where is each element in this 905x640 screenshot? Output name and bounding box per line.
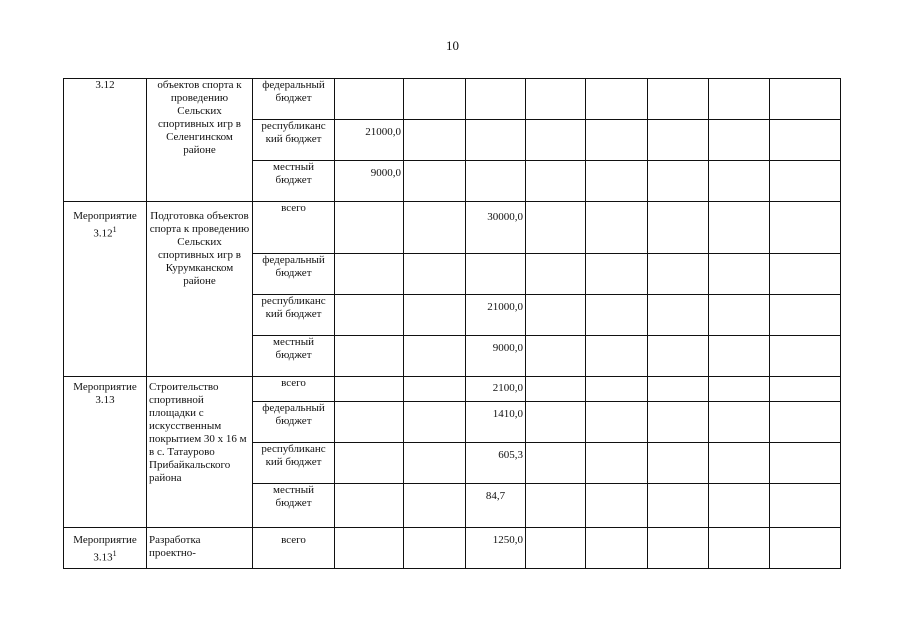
- empty-cell: [404, 484, 466, 528]
- empty-cell: [770, 484, 841, 528]
- source-label: федеральный бюджет: [262, 402, 325, 427]
- empty-cell: [770, 120, 841, 161]
- source-label: всего: [281, 534, 306, 546]
- source-cell: [253, 254, 335, 295]
- activity-name: Строительство спортивной площадки с искусственным покрытием 30 х 16 м в с. Татаурово Прибайкальского района: [149, 381, 247, 484]
- value: 30000,0: [487, 211, 523, 223]
- source-label: местный бюджет: [273, 161, 314, 186]
- value: 21000,0: [365, 126, 401, 138]
- empty-cell: [586, 402, 648, 443]
- empty-cell: [526, 443, 586, 484]
- empty-cell: [709, 254, 770, 295]
- empty-cell: [526, 377, 586, 402]
- empty-cell: [586, 377, 648, 402]
- empty-cell: [526, 402, 586, 443]
- empty-cell: [466, 79, 526, 120]
- empty-cell: [404, 79, 466, 120]
- empty-cell: [335, 377, 404, 402]
- value: 2100,0: [492, 382, 523, 394]
- empty-cell: [770, 161, 841, 202]
- empty-cell: [709, 443, 770, 484]
- empty-cell: [586, 484, 648, 528]
- activity-code-cell: [64, 79, 147, 202]
- source-cell: [253, 202, 335, 254]
- source-label: республиканс кий бюджет: [261, 295, 326, 320]
- empty-cell: [586, 254, 648, 295]
- empty-cell: [586, 161, 648, 202]
- source-cell: [253, 443, 335, 484]
- empty-cell: [709, 79, 770, 120]
- value-cell: [466, 202, 526, 254]
- empty-cell: [404, 295, 466, 336]
- activity-code-superscript: 1: [112, 549, 117, 558]
- empty-cell: [526, 79, 586, 120]
- empty-cell: [526, 254, 586, 295]
- budget-table: [63, 78, 841, 569]
- empty-cell: [404, 202, 466, 254]
- empty-cell: [648, 254, 709, 295]
- table-row: [64, 377, 841, 402]
- source-label: местный бюджет: [273, 484, 314, 509]
- activity-name-cell: [147, 202, 253, 377]
- empty-cell: [335, 79, 404, 120]
- empty-cell: [335, 528, 404, 569]
- activity-code: Мероприятие 3.13: [73, 534, 137, 564]
- empty-cell: [648, 120, 709, 161]
- empty-cell: [404, 443, 466, 484]
- value-cell: [466, 336, 526, 377]
- empty-cell: [770, 202, 841, 254]
- activity-code: Мероприятие 3.13: [73, 381, 137, 406]
- empty-cell: [586, 443, 648, 484]
- empty-cell: [526, 295, 586, 336]
- value: 1410,0: [492, 408, 523, 420]
- empty-cell: [709, 377, 770, 402]
- activity-name-cell: [147, 79, 253, 202]
- empty-cell: [335, 254, 404, 295]
- page-number: 10: [446, 38, 459, 53]
- empty-cell: [648, 443, 709, 484]
- empty-cell: [586, 120, 648, 161]
- activity-name: Подготовка объектов спорта к проведению Сельских спортивных игр в Курумканском районе: [149, 210, 250, 287]
- empty-cell: [404, 336, 466, 377]
- empty-cell: [709, 484, 770, 528]
- activity-code-cell: [64, 202, 147, 377]
- empty-cell: [648, 528, 709, 569]
- table-row: [64, 79, 841, 120]
- source-label: республиканс кий бюджет: [261, 120, 326, 145]
- activity-name: объектов спорта к проведению Сельских спортивных игр в Селенгинском районе: [157, 79, 242, 156]
- empty-cell: [404, 402, 466, 443]
- empty-cell: [648, 336, 709, 377]
- activity-code: Мероприятие 3.12: [73, 210, 137, 240]
- empty-cell: [770, 528, 841, 569]
- value-cell: [466, 443, 526, 484]
- empty-cell: [526, 484, 586, 528]
- source-cell: [253, 120, 335, 161]
- source-cell: [253, 377, 335, 402]
- source-cell: [253, 295, 335, 336]
- source-label: местный бюджет: [273, 336, 314, 361]
- source-cell: [253, 161, 335, 202]
- empty-cell: [709, 120, 770, 161]
- source-label: федеральный бюджет: [262, 254, 325, 279]
- empty-cell: [586, 336, 648, 377]
- empty-cell: [770, 377, 841, 402]
- empty-cell: [586, 295, 648, 336]
- activity-name: Разработка проектно-: [149, 534, 201, 559]
- empty-cell: [466, 254, 526, 295]
- value-cell: [466, 402, 526, 443]
- empty-cell: [586, 79, 648, 120]
- value: 605,3: [498, 449, 523, 461]
- empty-cell: [335, 336, 404, 377]
- value: 84,7: [485, 490, 506, 502]
- value: 9000,0: [370, 167, 401, 179]
- empty-cell: [648, 202, 709, 254]
- empty-cell: [335, 295, 404, 336]
- source-cell: [253, 336, 335, 377]
- activity-name-cell: [147, 528, 253, 569]
- source-cell: [253, 402, 335, 443]
- value: 9000,0: [492, 342, 523, 354]
- empty-cell: [526, 120, 586, 161]
- empty-cell: [404, 377, 466, 402]
- empty-cell: [404, 161, 466, 202]
- empty-cell: [709, 295, 770, 336]
- empty-cell: [404, 120, 466, 161]
- table-row: [64, 202, 841, 254]
- value-cell: [335, 161, 404, 202]
- empty-cell: [335, 484, 404, 528]
- empty-cell: [709, 202, 770, 254]
- source-label: республиканс кий бюджет: [261, 443, 326, 468]
- empty-cell: [770, 254, 841, 295]
- empty-cell: [648, 377, 709, 402]
- source-cell: [253, 79, 335, 120]
- empty-cell: [404, 254, 466, 295]
- empty-cell: [586, 202, 648, 254]
- empty-cell: [648, 79, 709, 120]
- value-cell: [466, 528, 526, 569]
- empty-cell: [466, 120, 526, 161]
- empty-cell: [709, 402, 770, 443]
- empty-cell: [648, 402, 709, 443]
- empty-cell: [648, 484, 709, 528]
- source-label: всего: [281, 202, 306, 214]
- empty-cell: [648, 295, 709, 336]
- empty-cell: [526, 528, 586, 569]
- activity-code-superscript: 1: [112, 225, 117, 234]
- source-cell: [253, 484, 335, 528]
- empty-cell: [335, 202, 404, 254]
- empty-cell: [770, 336, 841, 377]
- value: 21000,0: [487, 301, 523, 313]
- value: 1250,0: [492, 534, 523, 546]
- source-cell: [253, 528, 335, 569]
- empty-cell: [770, 402, 841, 443]
- value-cell: [466, 484, 526, 528]
- activity-code: 3.12: [95, 79, 115, 91]
- source-label: всего: [281, 377, 306, 389]
- source-label: федеральный бюджет: [262, 79, 325, 104]
- value-cell: [335, 120, 404, 161]
- activity-code-cell: [64, 377, 147, 528]
- empty-cell: [709, 528, 770, 569]
- empty-cell: [526, 161, 586, 202]
- empty-cell: [526, 202, 586, 254]
- empty-cell: [770, 79, 841, 120]
- activity-code-cell: [64, 528, 147, 569]
- empty-cell: [770, 443, 841, 484]
- activity-name-cell: [147, 377, 253, 528]
- empty-cell: [466, 161, 526, 202]
- table-row: [64, 528, 841, 569]
- empty-cell: [586, 528, 648, 569]
- empty-cell: [526, 336, 586, 377]
- empty-cell: [770, 295, 841, 336]
- empty-cell: [709, 161, 770, 202]
- empty-cell: [648, 161, 709, 202]
- empty-cell: [335, 402, 404, 443]
- empty-cell: [404, 528, 466, 569]
- empty-cell: [335, 443, 404, 484]
- value-cell: [466, 295, 526, 336]
- empty-cell: [709, 336, 770, 377]
- value-cell: [466, 377, 526, 402]
